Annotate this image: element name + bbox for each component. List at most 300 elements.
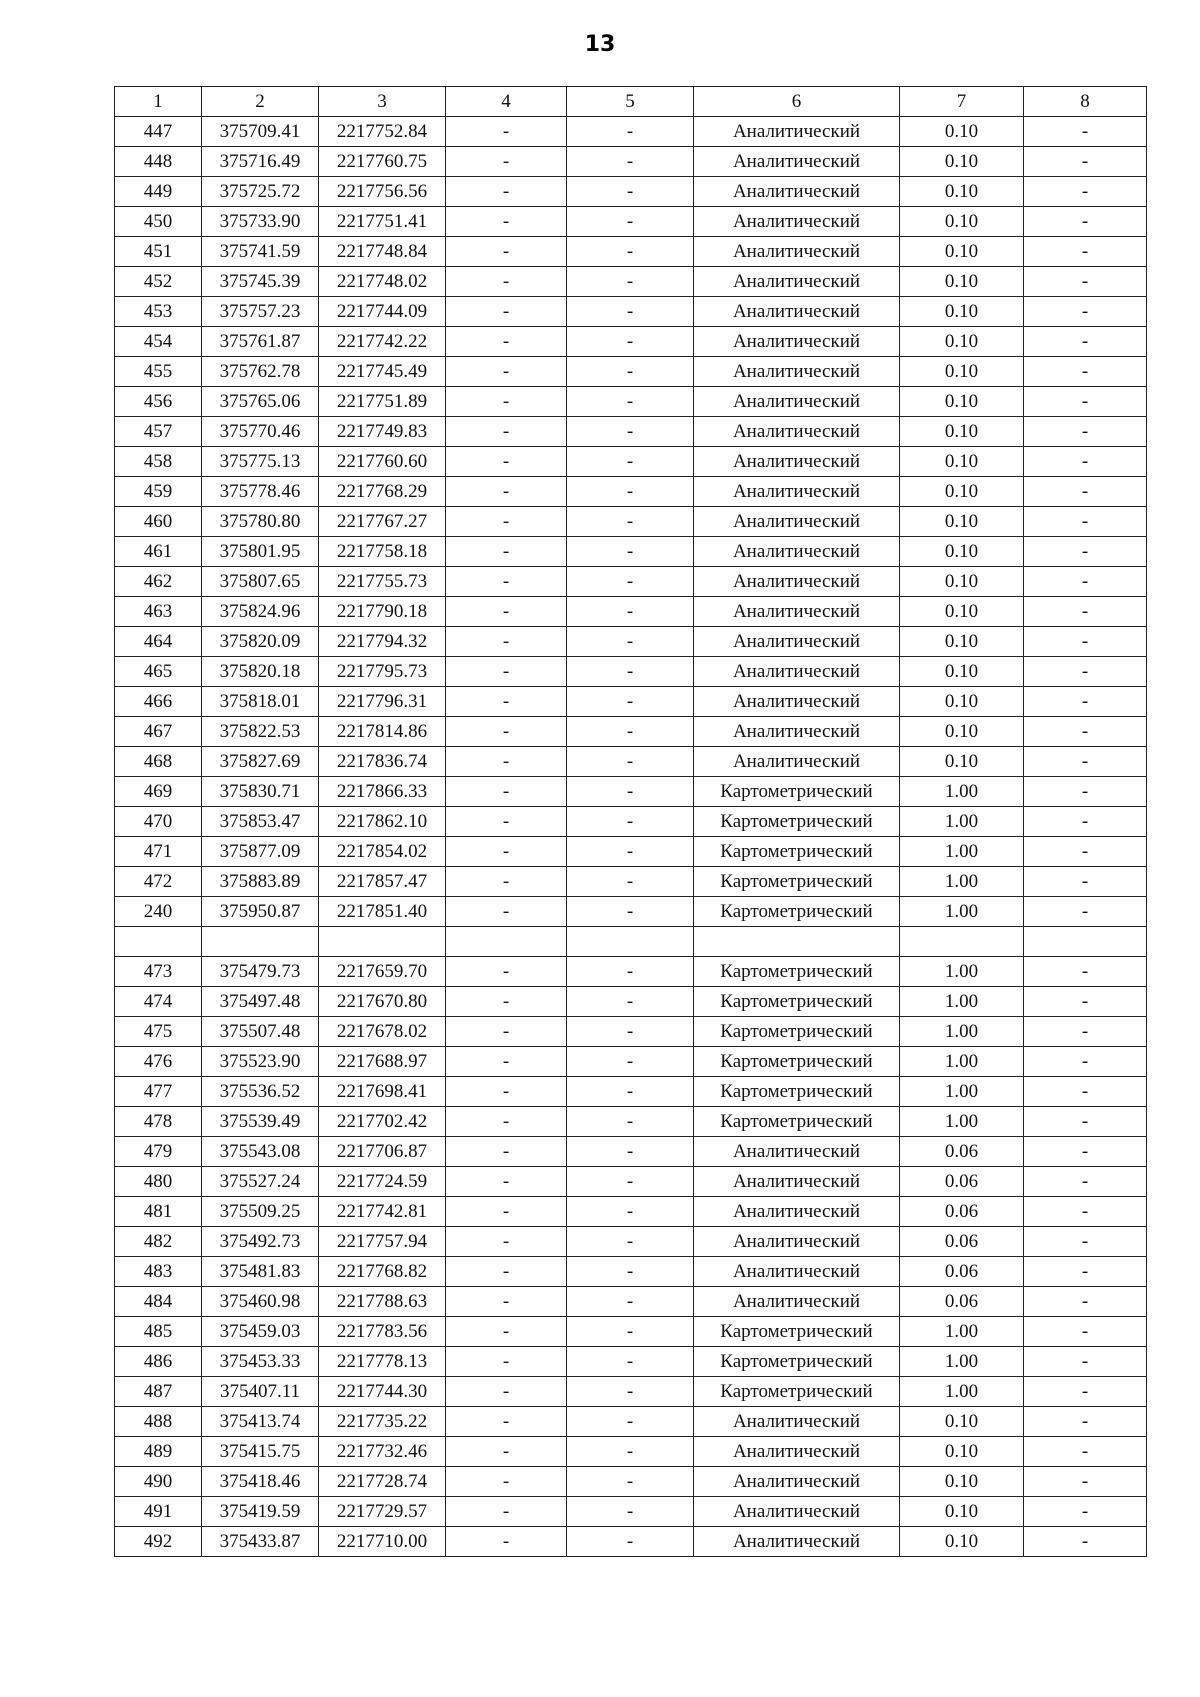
cell-x bbox=[202, 927, 319, 957]
cell-point-number: 466 bbox=[115, 687, 202, 717]
cell-accuracy: 0.10 bbox=[900, 1437, 1024, 1467]
cell-x: 375822.53 bbox=[202, 717, 319, 747]
cell-y: 2217757.94 bbox=[319, 1227, 446, 1257]
cell-x: 375757.23 bbox=[202, 297, 319, 327]
table-row bbox=[115, 117, 1147, 147]
cell-method: Аналитический bbox=[694, 657, 900, 687]
cell-point-number: 484 bbox=[115, 1287, 202, 1317]
cell-col4: - bbox=[446, 147, 567, 177]
cell-y: 2217729.57 bbox=[319, 1497, 446, 1527]
cell-y: 2217702.42 bbox=[319, 1107, 446, 1137]
page-number: 13 bbox=[584, 32, 616, 57]
cell-col5: - bbox=[567, 627, 694, 657]
cell-point-number: 485 bbox=[115, 1317, 202, 1347]
cell-point-number: 478 bbox=[115, 1107, 202, 1137]
cell-col5: - bbox=[567, 237, 694, 267]
cell-col4: - bbox=[446, 447, 567, 477]
table-row bbox=[115, 897, 1147, 927]
cell-col4: - bbox=[446, 1137, 567, 1167]
cell-y: 2217866.33 bbox=[319, 777, 446, 807]
cell-col8: - bbox=[1024, 1047, 1147, 1077]
cell-col4: - bbox=[446, 807, 567, 837]
cell-x: 375770.46 bbox=[202, 417, 319, 447]
cell-x: 375413.74 bbox=[202, 1407, 319, 1437]
cell-point-number: 482 bbox=[115, 1227, 202, 1257]
cell-accuracy: 0.10 bbox=[900, 147, 1024, 177]
cell-col8: - bbox=[1024, 1287, 1147, 1317]
cell-y: 2217744.09 bbox=[319, 297, 446, 327]
cell-y: 2217862.10 bbox=[319, 807, 446, 837]
column-header: 3 bbox=[319, 87, 446, 117]
cell-point-number: 479 bbox=[115, 1137, 202, 1167]
cell-col4: - bbox=[446, 597, 567, 627]
table-row bbox=[115, 957, 1147, 987]
cell-col5: - bbox=[567, 1167, 694, 1197]
cell-method: Аналитический bbox=[694, 357, 900, 387]
cell-accuracy: 1.00 bbox=[900, 807, 1024, 837]
cell-point-number: 486 bbox=[115, 1347, 202, 1377]
cell-point-number: 454 bbox=[115, 327, 202, 357]
cell-y: 2217814.86 bbox=[319, 717, 446, 747]
cell-y: 2217724.59 bbox=[319, 1167, 446, 1197]
cell-col4: - bbox=[446, 1077, 567, 1107]
table-row bbox=[115, 237, 1147, 267]
table-row bbox=[115, 657, 1147, 687]
cell-col5: - bbox=[567, 1017, 694, 1047]
cell-accuracy: 1.00 bbox=[900, 837, 1024, 867]
cell-point-number: 489 bbox=[115, 1437, 202, 1467]
cell-method: Картометрический bbox=[694, 1347, 900, 1377]
cell-x: 375492.73 bbox=[202, 1227, 319, 1257]
table-row bbox=[115, 207, 1147, 237]
cell-col5: - bbox=[567, 1047, 694, 1077]
cell-col4: - bbox=[446, 267, 567, 297]
cell-point-number: 465 bbox=[115, 657, 202, 687]
cell-y bbox=[319, 927, 446, 957]
cell-x: 375741.59 bbox=[202, 237, 319, 267]
cell-accuracy: 0.06 bbox=[900, 1167, 1024, 1197]
cell-point-number: 456 bbox=[115, 387, 202, 417]
coordinates-table bbox=[114, 86, 1147, 1557]
cell-y: 2217768.29 bbox=[319, 477, 446, 507]
cell-x: 375761.87 bbox=[202, 327, 319, 357]
cell-point-number: 491 bbox=[115, 1497, 202, 1527]
cell-col4: - bbox=[446, 717, 567, 747]
table-row bbox=[115, 1197, 1147, 1227]
cell-point-number: 483 bbox=[115, 1257, 202, 1287]
cell-x: 375523.90 bbox=[202, 1047, 319, 1077]
cell-col5: - bbox=[567, 357, 694, 387]
cell-point-number: 467 bbox=[115, 717, 202, 747]
cell-col4: - bbox=[446, 687, 567, 717]
cell-x: 375536.52 bbox=[202, 1077, 319, 1107]
cell-accuracy: 0.10 bbox=[900, 1407, 1024, 1437]
cell-col4: - bbox=[446, 417, 567, 447]
cell-col4: - bbox=[446, 777, 567, 807]
cell-method: Картометрический bbox=[694, 1317, 900, 1347]
column-header: 1 bbox=[115, 87, 202, 117]
cell-col5: - bbox=[567, 207, 694, 237]
cell-point-number: 455 bbox=[115, 357, 202, 387]
cell-col4: - bbox=[446, 237, 567, 267]
cell-col5 bbox=[567, 927, 694, 957]
cell-col4: - bbox=[446, 117, 567, 147]
cell-col8: - bbox=[1024, 1167, 1147, 1197]
cell-accuracy: 0.10 bbox=[900, 267, 1024, 297]
cell-y: 2217767.27 bbox=[319, 507, 446, 537]
cell-col8: - bbox=[1024, 417, 1147, 447]
cell-col4: - bbox=[446, 1437, 567, 1467]
cell-y: 2217745.49 bbox=[319, 357, 446, 387]
table-row bbox=[115, 357, 1147, 387]
table-row bbox=[115, 1167, 1147, 1197]
cell-y: 2217788.63 bbox=[319, 1287, 446, 1317]
table-row bbox=[115, 267, 1147, 297]
cell-x: 375801.95 bbox=[202, 537, 319, 567]
cell-x: 375481.83 bbox=[202, 1257, 319, 1287]
cell-method: Аналитический bbox=[694, 207, 900, 237]
cell-method: Картометрический bbox=[694, 867, 900, 897]
cell-accuracy: 0.10 bbox=[900, 447, 1024, 477]
cell-method bbox=[694, 927, 900, 957]
cell-col4: - bbox=[446, 477, 567, 507]
cell-method: Аналитический bbox=[694, 597, 900, 627]
table-row bbox=[115, 867, 1147, 897]
cell-x: 375877.09 bbox=[202, 837, 319, 867]
cell-point-number: 468 bbox=[115, 747, 202, 777]
cell-y: 2217756.56 bbox=[319, 177, 446, 207]
table-row bbox=[115, 447, 1147, 477]
cell-y: 2217857.47 bbox=[319, 867, 446, 897]
column-header: 8 bbox=[1024, 87, 1147, 117]
cell-method: Аналитический bbox=[694, 1197, 900, 1227]
cell-col8: - bbox=[1024, 1407, 1147, 1437]
cell-x: 375778.46 bbox=[202, 477, 319, 507]
cell-method: Картометрический bbox=[694, 807, 900, 837]
column-header: 6 bbox=[694, 87, 900, 117]
cell-x: 375460.98 bbox=[202, 1287, 319, 1317]
cell-y: 2217755.73 bbox=[319, 567, 446, 597]
cell-method: Аналитический bbox=[694, 1257, 900, 1287]
cell-point-number: 463 bbox=[115, 597, 202, 627]
cell-method: Аналитический bbox=[694, 687, 900, 717]
cell-col5: - bbox=[567, 657, 694, 687]
cell-col8: - bbox=[1024, 1257, 1147, 1287]
cell-method: Картометрический bbox=[694, 1377, 900, 1407]
cell-point-number: 452 bbox=[115, 267, 202, 297]
cell-method: Аналитический bbox=[694, 117, 900, 147]
cell-col8: - bbox=[1024, 387, 1147, 417]
cell-method: Картометрический bbox=[694, 837, 900, 867]
cell-col8: - bbox=[1024, 807, 1147, 837]
table-row bbox=[115, 297, 1147, 327]
cell-col5: - bbox=[567, 717, 694, 747]
cell-method: Аналитический bbox=[694, 1497, 900, 1527]
cell-col8: - bbox=[1024, 147, 1147, 177]
cell-accuracy: 0.10 bbox=[900, 1527, 1024, 1557]
column-header: 4 bbox=[446, 87, 567, 117]
cell-col5: - bbox=[567, 747, 694, 777]
cell-col5: - bbox=[567, 1437, 694, 1467]
table-row bbox=[115, 1347, 1147, 1377]
table-body bbox=[115, 87, 1147, 1557]
cell-col8: - bbox=[1024, 1227, 1147, 1257]
cell-y: 2217678.02 bbox=[319, 1017, 446, 1047]
cell-method: Аналитический bbox=[694, 387, 900, 417]
cell-col8: - bbox=[1024, 477, 1147, 507]
table-row bbox=[115, 777, 1147, 807]
cell-x: 375709.41 bbox=[202, 117, 319, 147]
cell-col5: - bbox=[567, 507, 694, 537]
table-row bbox=[115, 147, 1147, 177]
cell-y: 2217748.02 bbox=[319, 267, 446, 297]
table-row bbox=[115, 567, 1147, 597]
cell-col8 bbox=[1024, 927, 1147, 957]
cell-point-number bbox=[115, 927, 202, 957]
cell-x: 375453.33 bbox=[202, 1347, 319, 1377]
table-row bbox=[115, 747, 1147, 777]
cell-y: 2217760.75 bbox=[319, 147, 446, 177]
cell-accuracy: 0.06 bbox=[900, 1287, 1024, 1317]
cell-x: 375780.80 bbox=[202, 507, 319, 537]
cell-y: 2217659.70 bbox=[319, 957, 446, 987]
cell-y: 2217752.84 bbox=[319, 117, 446, 147]
cell-col4: - bbox=[446, 1497, 567, 1527]
cell-col4: - bbox=[446, 1527, 567, 1557]
cell-col5: - bbox=[567, 837, 694, 867]
cell-x: 375824.96 bbox=[202, 597, 319, 627]
cell-point-number: 461 bbox=[115, 537, 202, 567]
cell-col5: - bbox=[567, 177, 694, 207]
cell-col8: - bbox=[1024, 1107, 1147, 1137]
cell-point-number: 240 bbox=[115, 897, 202, 927]
cell-col4: - bbox=[446, 747, 567, 777]
cell-point-number: 475 bbox=[115, 1017, 202, 1047]
cell-method: Картометрический bbox=[694, 957, 900, 987]
cell-accuracy: 0.10 bbox=[900, 537, 1024, 567]
cell-accuracy: 0.06 bbox=[900, 1227, 1024, 1257]
table-row bbox=[115, 1257, 1147, 1287]
cell-col5: - bbox=[567, 957, 694, 987]
cell-col4: - bbox=[446, 1377, 567, 1407]
table-row bbox=[115, 1497, 1147, 1527]
cell-col4: - bbox=[446, 657, 567, 687]
cell-accuracy: 0.10 bbox=[900, 327, 1024, 357]
cell-x: 375479.73 bbox=[202, 957, 319, 987]
cell-accuracy: 0.10 bbox=[900, 117, 1024, 147]
cell-x: 375820.09 bbox=[202, 627, 319, 657]
cell-col5: - bbox=[567, 1077, 694, 1107]
cell-method: Аналитический bbox=[694, 747, 900, 777]
cell-col5: - bbox=[567, 597, 694, 627]
cell-col4: - bbox=[446, 1467, 567, 1497]
cell-col8: - bbox=[1024, 267, 1147, 297]
cell-y: 2217748.84 bbox=[319, 237, 446, 267]
cell-accuracy: 1.00 bbox=[900, 777, 1024, 807]
cell-x: 375415.75 bbox=[202, 1437, 319, 1467]
cell-accuracy: 1.00 bbox=[900, 957, 1024, 987]
cell-point-number: 450 bbox=[115, 207, 202, 237]
cell-method: Аналитический bbox=[694, 717, 900, 747]
cell-col8: - bbox=[1024, 627, 1147, 657]
cell-col5: - bbox=[567, 1107, 694, 1137]
cell-accuracy: 1.00 bbox=[900, 1347, 1024, 1377]
cell-col8: - bbox=[1024, 447, 1147, 477]
cell-col4: - bbox=[446, 627, 567, 657]
cell-accuracy: 1.00 bbox=[900, 1377, 1024, 1407]
cell-y: 2217794.32 bbox=[319, 627, 446, 657]
cell-col5: - bbox=[567, 477, 694, 507]
cell-y: 2217742.81 bbox=[319, 1197, 446, 1227]
cell-col5: - bbox=[567, 1137, 694, 1167]
cell-accuracy: 0.10 bbox=[900, 207, 1024, 237]
table-row bbox=[115, 1317, 1147, 1347]
table-row bbox=[115, 1377, 1147, 1407]
cell-x: 375818.01 bbox=[202, 687, 319, 717]
cell-col5: - bbox=[567, 1287, 694, 1317]
cell-accuracy: 0.10 bbox=[900, 717, 1024, 747]
cell-col8: - bbox=[1024, 1437, 1147, 1467]
header-row bbox=[115, 87, 1147, 117]
cell-point-number: 473 bbox=[115, 957, 202, 987]
cell-col8: - bbox=[1024, 327, 1147, 357]
table-row bbox=[115, 1467, 1147, 1497]
cell-accuracy: 0.10 bbox=[900, 297, 1024, 327]
table-row bbox=[115, 1527, 1147, 1557]
cell-col8: - bbox=[1024, 717, 1147, 747]
cell-point-number: 451 bbox=[115, 237, 202, 267]
cell-col4: - bbox=[446, 867, 567, 897]
cell-x: 375950.87 bbox=[202, 897, 319, 927]
cell-method: Аналитический bbox=[694, 1467, 900, 1497]
cell-col8: - bbox=[1024, 837, 1147, 867]
cell-col4: - bbox=[446, 837, 567, 867]
cell-accuracy: 0.06 bbox=[900, 1137, 1024, 1167]
cell-x: 375407.11 bbox=[202, 1377, 319, 1407]
cell-x: 375527.24 bbox=[202, 1167, 319, 1197]
cell-col8: - bbox=[1024, 957, 1147, 987]
cell-col8: - bbox=[1024, 357, 1147, 387]
cell-point-number: 476 bbox=[115, 1047, 202, 1077]
cell-col5: - bbox=[567, 807, 694, 837]
cell-col5: - bbox=[567, 327, 694, 357]
cell-method: Картометрический bbox=[694, 1047, 900, 1077]
cell-col5: - bbox=[567, 987, 694, 1017]
cell-x: 375883.89 bbox=[202, 867, 319, 897]
cell-col4: - bbox=[446, 957, 567, 987]
cell-point-number: 492 bbox=[115, 1527, 202, 1557]
column-header: 2 bbox=[202, 87, 319, 117]
cell-point-number: 460 bbox=[115, 507, 202, 537]
cell-x: 375539.49 bbox=[202, 1107, 319, 1137]
table-row bbox=[115, 1407, 1147, 1437]
cell-col4: - bbox=[446, 297, 567, 327]
cell-method: Аналитический bbox=[694, 417, 900, 447]
cell-col8: - bbox=[1024, 747, 1147, 777]
cell-col5: - bbox=[567, 777, 694, 807]
cell-method: Картометрический bbox=[694, 897, 900, 927]
table-row bbox=[115, 327, 1147, 357]
cell-x: 375418.46 bbox=[202, 1467, 319, 1497]
cell-accuracy bbox=[900, 927, 1024, 957]
cell-col5: - bbox=[567, 1497, 694, 1527]
cell-accuracy: 0.10 bbox=[900, 627, 1024, 657]
cell-point-number: 457 bbox=[115, 417, 202, 447]
cell-col8: - bbox=[1024, 1197, 1147, 1227]
cell-col8: - bbox=[1024, 897, 1147, 927]
cell-x: 375853.47 bbox=[202, 807, 319, 837]
cell-col4: - bbox=[446, 387, 567, 417]
cell-method: Аналитический bbox=[694, 147, 900, 177]
table-row bbox=[115, 1077, 1147, 1107]
cell-col8: - bbox=[1024, 177, 1147, 207]
cell-col5: - bbox=[567, 267, 694, 297]
cell-col8: - bbox=[1024, 1497, 1147, 1527]
cell-col4: - bbox=[446, 1227, 567, 1257]
cell-accuracy: 0.10 bbox=[900, 507, 1024, 537]
cell-col4: - bbox=[446, 897, 567, 927]
table-row bbox=[115, 687, 1147, 717]
cell-y: 2217688.97 bbox=[319, 1047, 446, 1077]
cell-col8: - bbox=[1024, 117, 1147, 147]
cell-col5: - bbox=[567, 1347, 694, 1377]
table-row bbox=[115, 1137, 1147, 1167]
cell-col8: - bbox=[1024, 237, 1147, 267]
cell-col8: - bbox=[1024, 687, 1147, 717]
cell-col4: - bbox=[446, 1407, 567, 1437]
cell-x: 375820.18 bbox=[202, 657, 319, 687]
cell-col8: - bbox=[1024, 297, 1147, 327]
column-header: 5 bbox=[567, 87, 694, 117]
cell-x: 375419.59 bbox=[202, 1497, 319, 1527]
table-row bbox=[115, 537, 1147, 567]
cell-col8: - bbox=[1024, 537, 1147, 567]
cell-accuracy: 1.00 bbox=[900, 987, 1024, 1017]
cell-accuracy: 0.10 bbox=[900, 1497, 1024, 1527]
table-row bbox=[115, 807, 1147, 837]
cell-point-number: 447 bbox=[115, 117, 202, 147]
cell-y: 2217742.22 bbox=[319, 327, 446, 357]
table-row bbox=[115, 1287, 1147, 1317]
cell-method: Аналитический bbox=[694, 507, 900, 537]
cell-col4: - bbox=[446, 1257, 567, 1287]
cell-method: Аналитический bbox=[694, 267, 900, 297]
cell-y: 2217710.00 bbox=[319, 1527, 446, 1557]
cell-col5: - bbox=[567, 897, 694, 927]
cell-col8: - bbox=[1024, 207, 1147, 237]
cell-col8: - bbox=[1024, 777, 1147, 807]
cell-point-number: 462 bbox=[115, 567, 202, 597]
cell-accuracy: 1.00 bbox=[900, 1017, 1024, 1047]
cell-method: Картометрический bbox=[694, 1077, 900, 1107]
cell-point-number: 480 bbox=[115, 1167, 202, 1197]
cell-col4: - bbox=[446, 1047, 567, 1077]
cell-col4: - bbox=[446, 1347, 567, 1377]
cell-x: 375507.48 bbox=[202, 1017, 319, 1047]
cell-y: 2217670.80 bbox=[319, 987, 446, 1017]
cell-method: Аналитический bbox=[694, 177, 900, 207]
cell-y: 2217768.82 bbox=[319, 1257, 446, 1287]
cell-col5: - bbox=[567, 1377, 694, 1407]
cell-col4: - bbox=[446, 567, 567, 597]
cell-accuracy: 1.00 bbox=[900, 897, 1024, 927]
cell-col5: - bbox=[567, 1527, 694, 1557]
cell-x: 375497.48 bbox=[202, 987, 319, 1017]
cell-method: Аналитический bbox=[694, 237, 900, 267]
cell-col4: - bbox=[446, 1017, 567, 1047]
cell-col4: - bbox=[446, 1287, 567, 1317]
cell-accuracy: 0.06 bbox=[900, 1197, 1024, 1227]
